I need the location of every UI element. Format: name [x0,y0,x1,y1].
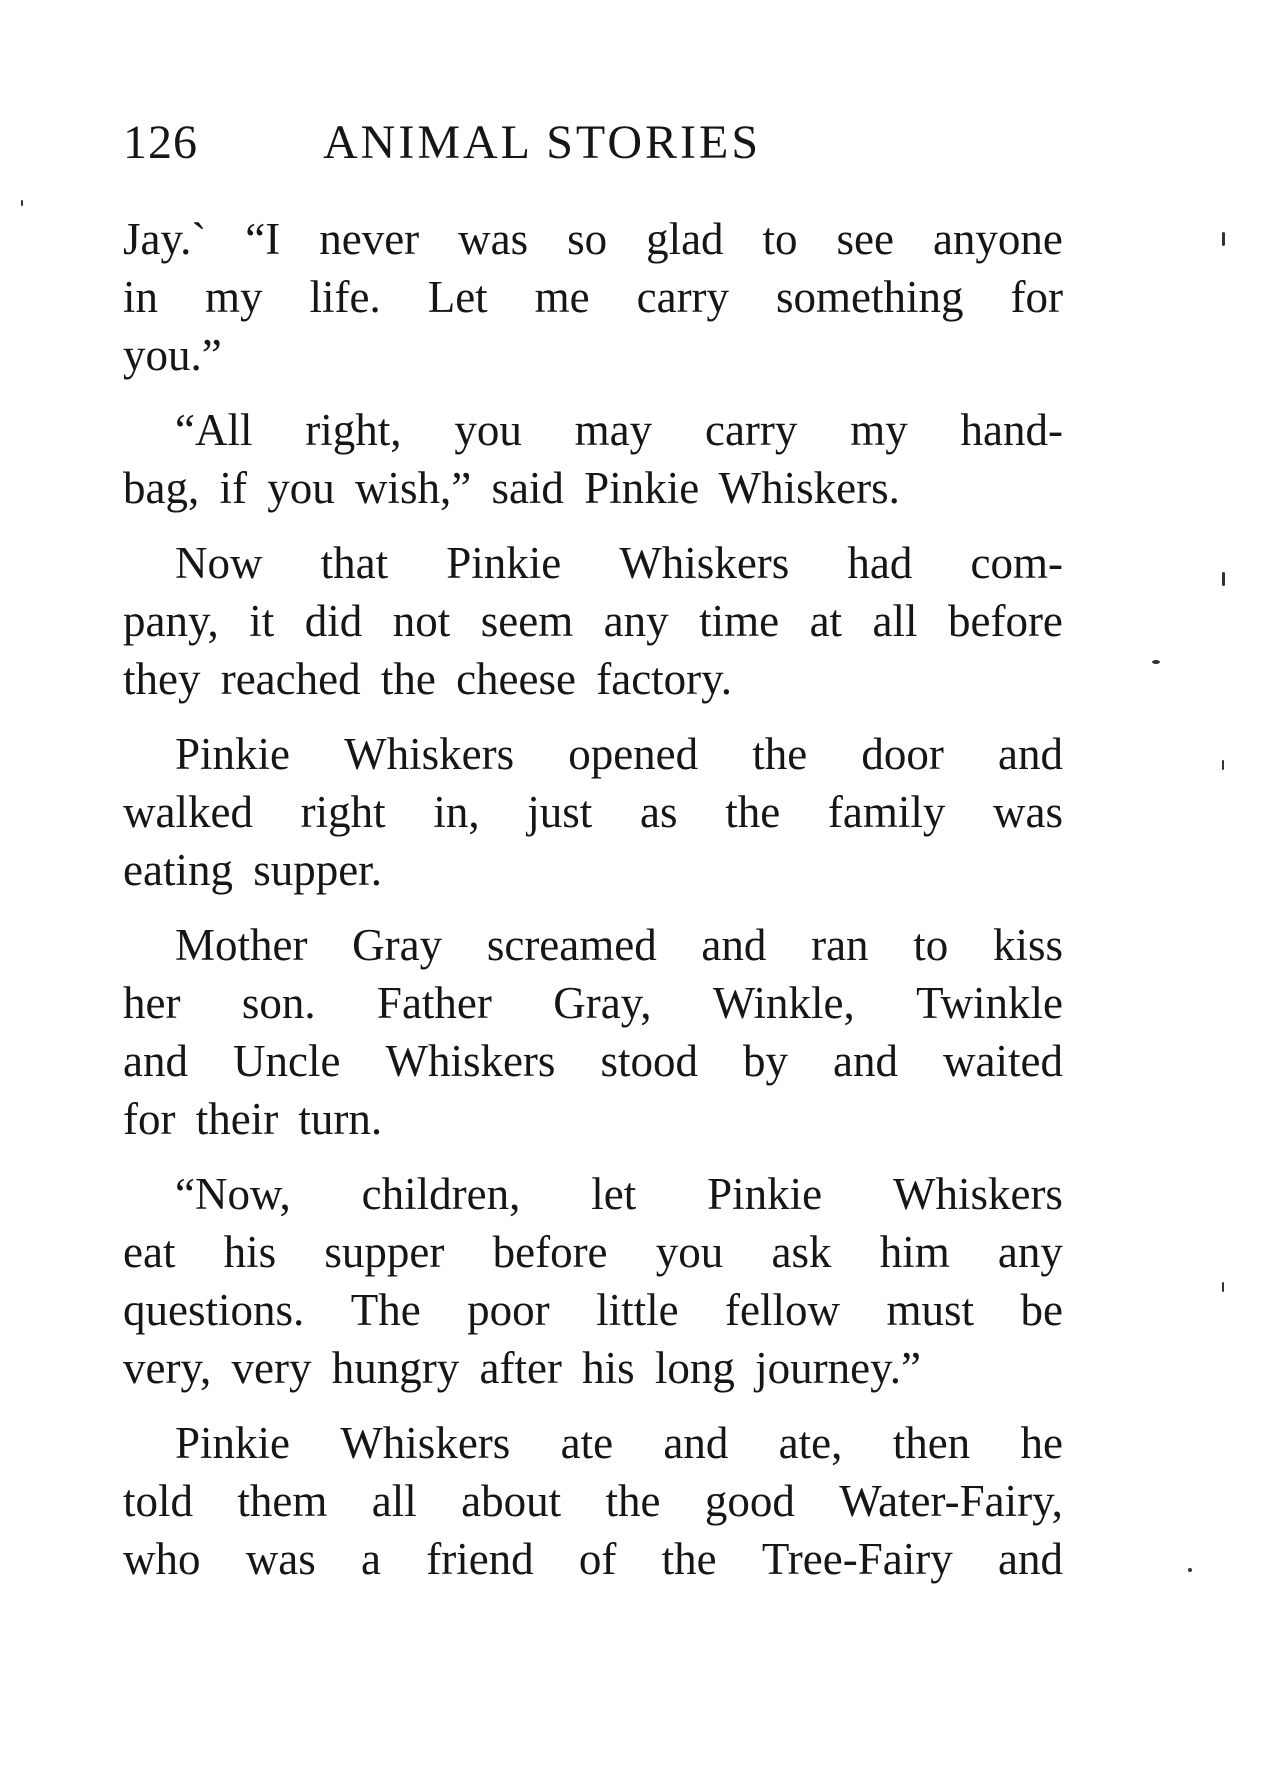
text-line: “All right, you may carry my hand- [175,405,1063,455]
text-line: walked right in, just as the family was [123,787,1063,837]
text-line: questions. The poor little fellow must be [123,1285,1063,1335]
paragraph [123,725,1063,899]
text-line: pany, it did not seem any time at all before [123,596,1063,646]
scan-speck [21,200,23,206]
text-line: “Now, children, let Pinkie Whiskers [175,1169,1063,1219]
scan-speck [1222,232,1225,246]
text-line: told them all about the good Water-Fairy, [123,1476,1063,1526]
running-title: ANIMAL STORIES [323,116,762,169]
text-line: Pinkie Whiskers ate and ate, then he [175,1418,1063,1468]
text-line: very, very hungry after his long journey.” [123,1343,921,1393]
scan-speck [1222,1282,1224,1292]
paragraph [123,210,1063,384]
paragraph [123,1414,1063,1588]
text-line: who was a friend of the Tree-Fairy and [123,1534,1063,1584]
scan-speck [1222,572,1225,586]
text-line: bag, if you wish,” said Pinkie Whiskers. [123,463,900,513]
scan-speck [1188,1568,1192,1572]
paragraph [123,534,1063,708]
running-head [123,108,1063,178]
text-line: eat his supper before you ask him any [123,1227,1063,1277]
text-line: you.” [123,330,222,380]
text-line: Pinkie Whiskers opened the door and [175,729,1063,779]
body-text [123,210,1063,1605]
text-line: in my life. Let me carry something for [123,272,1063,322]
paragraph [123,401,1063,517]
paragraph [123,1165,1063,1397]
text-line: eating supper. [123,845,382,895]
text-line: Jay.ˋ “I never was so glad to see anyone [123,214,1063,264]
text-line: for their turn. [123,1094,383,1144]
scan-speck [1152,660,1160,664]
text-line: they reached the cheese factory. [123,654,732,704]
text-line: and Uncle Whiskers stood by and waited [123,1036,1063,1086]
page-number: 126 [123,116,198,169]
text-line: her son. Father Gray, Winkle, Twinkle [123,978,1063,1028]
paragraph [123,916,1063,1148]
scan-speck [1222,760,1224,770]
text-line: Now that Pinkie Whiskers had com- [175,538,1063,588]
text-line: Mother Gray screamed and ran to kiss [175,920,1063,970]
